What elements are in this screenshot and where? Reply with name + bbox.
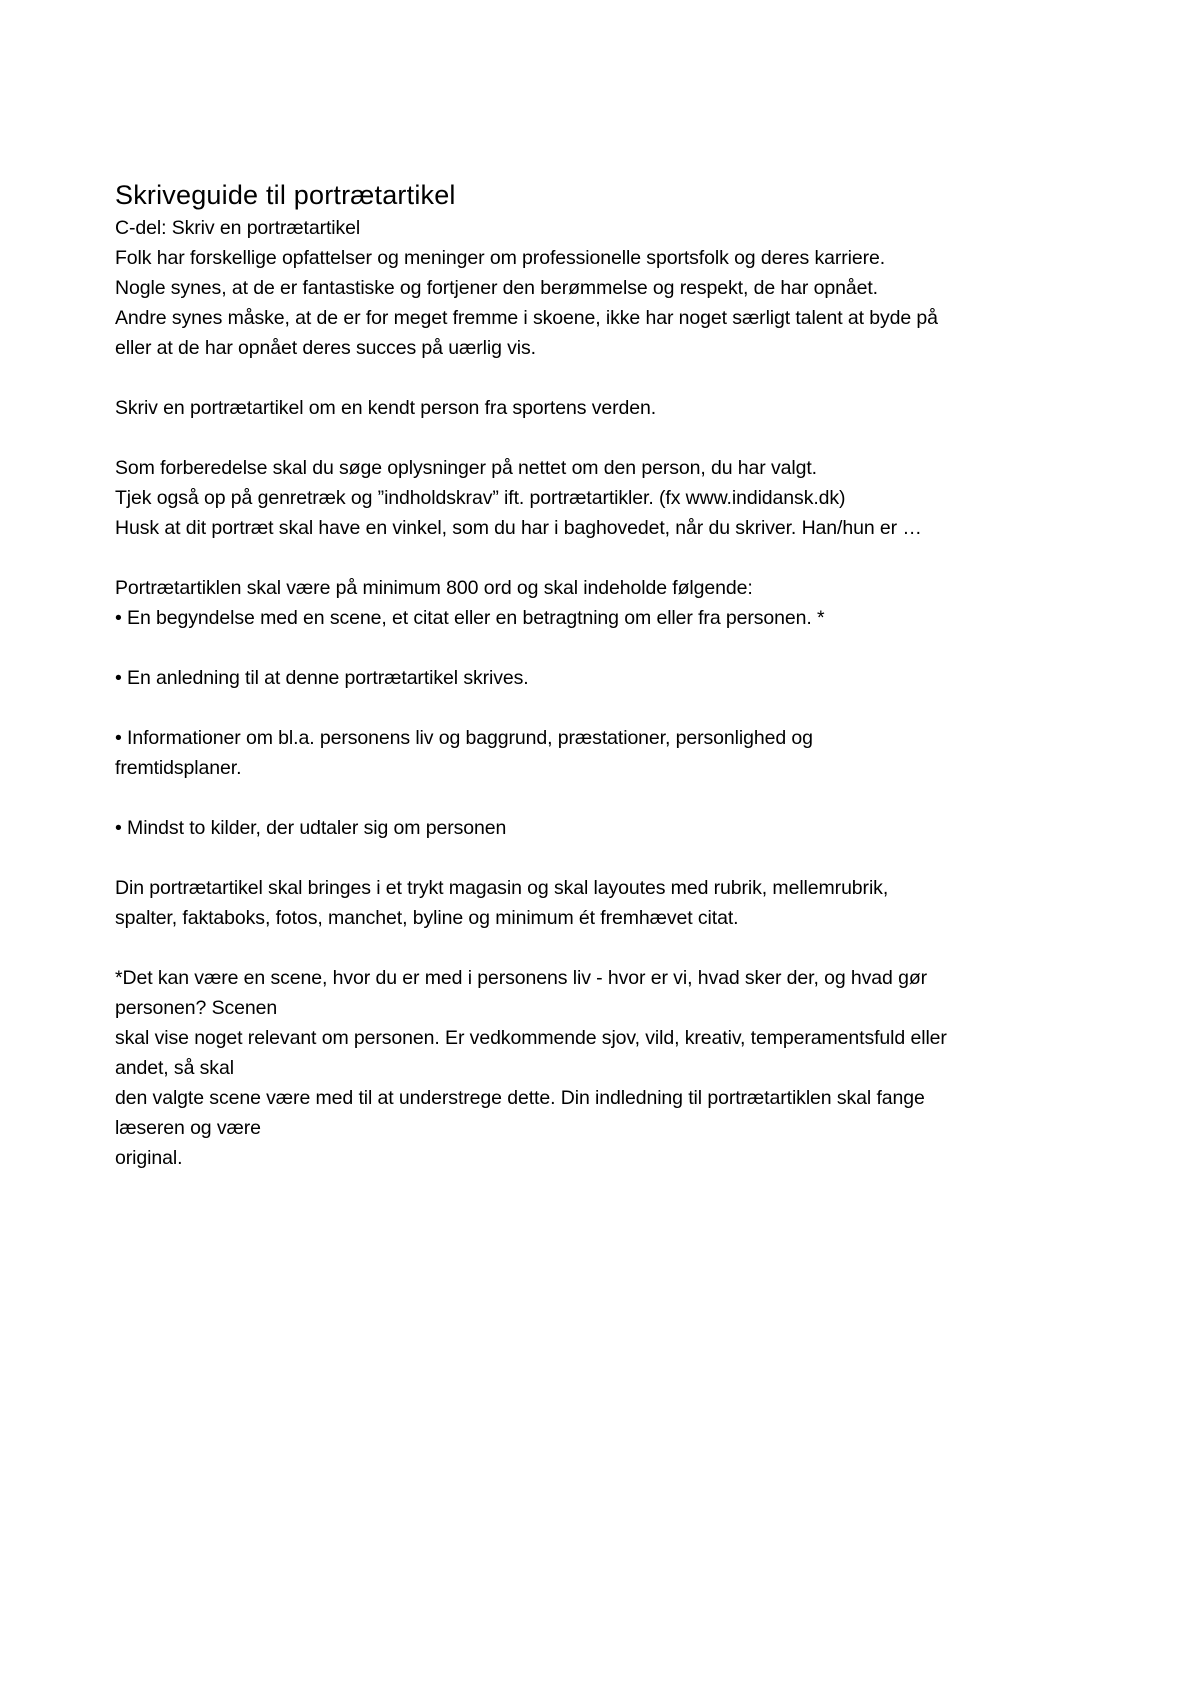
document-body <box>115 177 1095 1173</box>
footnote-line: læseren og være <box>115 1117 261 1139</box>
bullet-item: • Mindst to kilder, der udtaler sig om personen <box>115 813 1095 843</box>
intro-line: eller at de har opnået deres succes på uærlig vis. <box>115 337 536 359</box>
footnote-line: original. <box>115 1147 183 1169</box>
spacer <box>115 783 1095 813</box>
document-title: Skriveguide til portrætartikel <box>115 180 456 210</box>
spacer <box>115 423 1095 453</box>
layout-note-line: spalter, faktaboks, fotos, manchet, byline og minimum ét fremhævet citat. <box>115 907 739 929</box>
spacer <box>115 633 1095 663</box>
bullet-item: • En begyndelse med en scene, et citat eller en betragtning om eller fra personen. * <box>115 603 1095 633</box>
section-heading: C-del: Skriv en portrætartikel <box>115 217 361 239</box>
layout-note-line: Din portrætartikel skal bringes i et trykt magasin og skal layoutes med rubrik, mellemrubrik, <box>115 877 889 899</box>
spacer <box>115 843 1095 873</box>
requirements-intro: Portrætartiklen skal være på minimum 800 ord og skal indeholde følgende: <box>115 577 753 599</box>
preparation-line: Som forberedelse skal du søge oplysninger på nettet om den person, du har valgt. <box>115 457 817 479</box>
bullet-continuation: fremtidsplaner. <box>115 757 242 779</box>
task-line: Skriv en portrætartikel om en kendt person fra sportens verden. <box>115 397 657 419</box>
spacer <box>115 543 1095 573</box>
bullet-item: • En anledning til at denne portrætartikel skrives. <box>115 663 1095 693</box>
footnote-line: skal vise noget relevant om personen. Er vedkommende sjov, vild, kreativ, temperamentsfuld eller <box>115 1027 947 1049</box>
spacer <box>115 363 1095 393</box>
footnote-line: *Det kan være en scene, hvor du er med i personens liv - hvor er vi, hvad sker der, og hvad gør <box>115 967 928 989</box>
bullet-item: • Informationer om bl.a. personens liv og baggrund, præstationer, personlighed og <box>115 723 1095 753</box>
intro-line: Folk har forskellige opfattelser og meninger om professionelle sportsfolk og deres karriere. <box>115 247 886 269</box>
preparation-line: Husk at dit portræt skal have en vinkel, som du har i baghovedet, når du skriver. Han/hun er … <box>115 517 922 539</box>
footnote-line: personen? Scenen <box>115 997 278 1019</box>
footnote-line: den valgte scene være med til at understrege dette. Din indledning til portrætartiklen skal fange <box>115 1087 925 1109</box>
intro-line: Andre synes måske, at de er for meget fremme i skoene, ikke har noget særligt talent at byde på <box>115 307 938 329</box>
intro-line: Nogle synes, at de er fantastiske og fortjener den berømmelse og respekt, de har opnået. <box>115 277 878 299</box>
footnote-line: andet, så skal <box>115 1057 234 1079</box>
spacer <box>115 933 1095 963</box>
spacer <box>115 693 1095 723</box>
preparation-line: Tjek også op på genretræk og ”indholdskrav” ift. portrætartikler. (fx www.indidansk.dk) <box>115 487 846 509</box>
